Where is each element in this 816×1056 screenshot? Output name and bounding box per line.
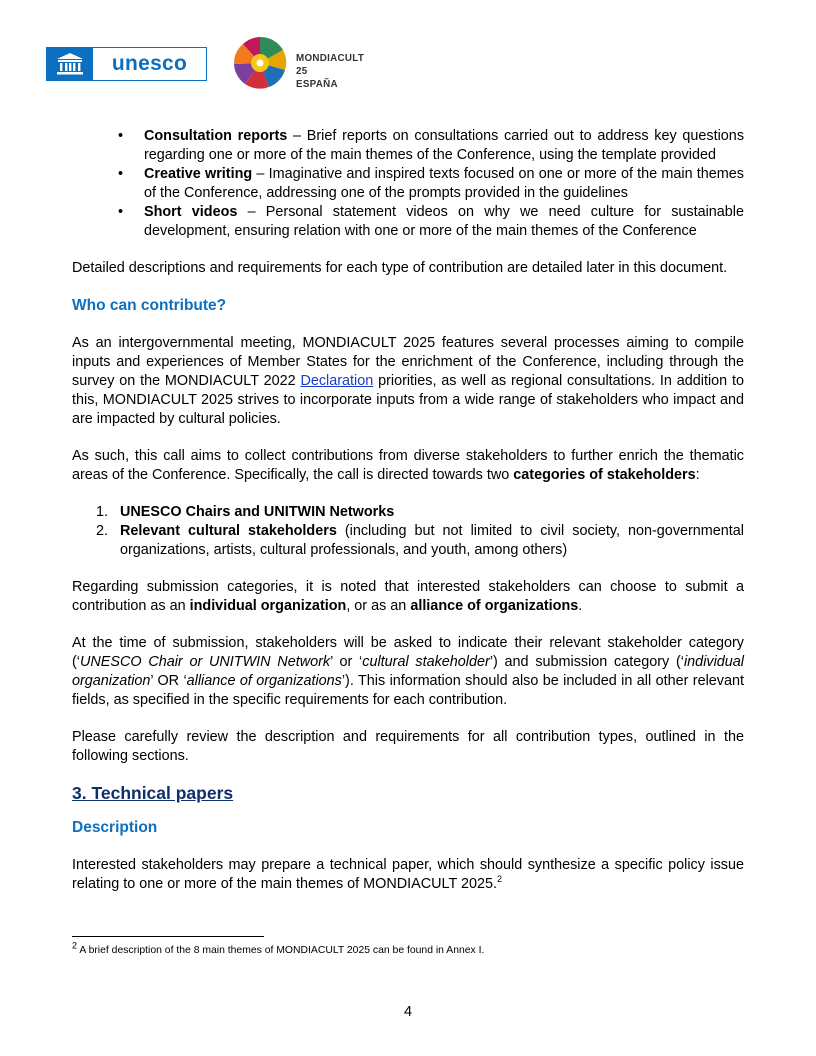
who-can-contribute-heading: Who can contribute? — [72, 297, 227, 314]
detailed-descriptions-paragraph: Detailed descriptions and requirements for each type of contribution are detailed later in this document. — [72, 260, 728, 276]
stakeholder-categories-list — [72, 503, 744, 560]
list-item: • Creative writing – Imaginative and inspired texts focused on one or more of the main themes of the Conference, addressing one of the prompts provided in the guidelines — [72, 165, 744, 203]
submission-time-paragraph: At the time of submission, stakeholders will be asked to indicate their relevant stakeholder category (‘UNESCO Chair or UNITWIN Network’ or ‘cultural stakeholder’) and submission category (‘individual organization’ OR ‘alliance of organizations’). This information should also be included in all other relevant fields, as specified in the specific requirements for each contribution. — [72, 635, 744, 708]
description-heading: Description — [72, 819, 158, 836]
unesco-temple-icon — [47, 48, 93, 80]
categories-intro-paragraph: As such, this call aims to collect contributions from diverse stakeholders to further enrich the thematic areas of the Conference. Specifically, the call is directed towards two categories of stakeholders: — [72, 448, 744, 483]
technical-paper-paragraph: Interested stakeholders may prepare a technical paper, which should synthesize a specific policy issue relating to one or more of the main themes of MONDIACULT 2025.$^2$ — [72, 857, 744, 892]
list-item: • Short videos – Personal statement videos on why we need culture for sustainable development, ensuring relation with one or more of the main themes of the Conference — [72, 203, 744, 241]
intergovernmental-paragraph: As an intergovernmental meeting, MONDIACULT 2025 features several processes aiming to compile inputs and experiences of Member States for the enrichment of the Conference, including through the survey on the MONDIACULT 2022 Declaration priorities, as well as regional consultations. In addition to this, MONDIACULT 2025 strives to incorporate inputs from a wide range of stakeholders who impact and are impacted by cultural policies. — [72, 335, 744, 427]
submission-categories-paragraph: Regarding submission categories, it is noted that interested stakeholders can choose to submit a contribution as an individual organization, or as an alliance of organizations. — [72, 579, 744, 614]
list-item: 2. Relevant cultural stakeholders (including but not limited to civil society, non-governmental organizations, artists, cultural professionals, and youth, among others) — [96, 523, 745, 558]
unesco-wordmark: unesco — [111, 52, 188, 75]
list-item: 1. UNESCO Chairs and UNITWIN Networks — [96, 504, 395, 520]
review-paragraph: Please carefully review the description and requirements for all contribution types, outlined in the following sections. — [72, 729, 744, 764]
mondiacult-emblem-icon — [233, 36, 287, 90]
footnote-divider — [72, 936, 264, 937]
page-body — [72, 127, 744, 894]
declaration-link[interactable]: Declaration — [300, 373, 374, 389]
page-number: 4 — [403, 1004, 413, 1020]
footnote-reference[interactable]: 2 — [497, 874, 503, 885]
list-item: • Consultation reports – Brief reports on consultations carried out to address key questions regarding one or more of the main themes of the Conference, using the template provided — [72, 127, 744, 165]
technical-papers-heading: 3. Technical papers — [72, 783, 234, 803]
unesco-logo — [46, 47, 207, 81]
footnote: $^2$ A brief description of the 8 main themes of MONDIACULT 2025 can be found in Annex I. — [72, 940, 485, 956]
mondiacult-wordmark: MONDIACULT 25 ESPAÑA — [296, 53, 365, 90]
contribution-types-list — [72, 127, 744, 241]
